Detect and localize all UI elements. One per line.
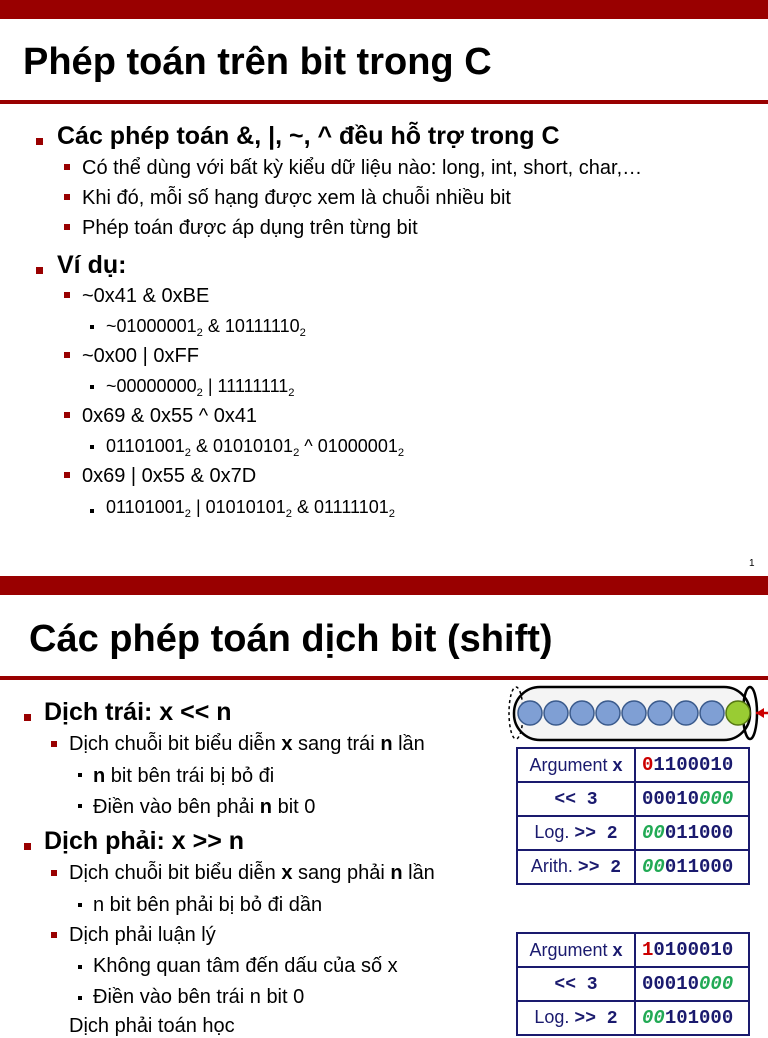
value-bits: 011000 <box>664 856 734 878</box>
example-4: 0x69 | 0x55 & 0x7D <box>82 465 257 487</box>
slide1-sub-per-bit: Phép toán được áp dụng trên từng bit <box>82 217 418 239</box>
value-tail-bits: 000 <box>699 788 734 810</box>
example-1-binary: $\sim 01000001_2$ & $10111110_2$ <box>106 316 306 339</box>
shift-tube-diagram-icon <box>506 684 768 744</box>
page-number: 1 <box>749 558 755 569</box>
left-shift-fill: Điền vào bên phải n bit 0 <box>93 796 316 818</box>
left-shift-desc: Dịch chuỗi bit biểu diễn x sang trái n lần <box>69 733 425 755</box>
slide1-title: Phép toán trên bit trong C <box>23 41 492 83</box>
slide2-title: Các phép toán dịch bit (shift) <box>29 618 553 660</box>
row-label-text: Argument <box>529 939 613 960</box>
value-lead-bits: 0 <box>642 754 654 776</box>
slide1-title-rule <box>0 100 768 104</box>
table-row <box>517 782 749 816</box>
value-tail-bits: 000 <box>699 973 734 995</box>
left-shift-heading: Dịch trái: x << n <box>44 698 232 726</box>
right-shift-desc: Dịch chuỗi bit biểu diễn x sang phải n lần <box>69 862 435 884</box>
example-2: ~0x00 | 0xFF <box>82 345 199 367</box>
row-label-op: >> 2 <box>574 824 618 844</box>
example-3-binary: $01101001_2$ & $01010101_2$ ^ $01000001_2$ <box>106 436 405 459</box>
row-label-op: x <box>612 939 623 960</box>
bullet-icon <box>64 412 70 418</box>
bullet-icon <box>64 164 70 170</box>
bit-ball <box>700 701 724 725</box>
table-row <box>517 816 749 850</box>
value-lead-bits: 00 <box>642 822 665 844</box>
bullet-icon <box>78 773 82 777</box>
bit-ball <box>622 701 646 725</box>
slide1-sub-any-type: Có thể dùng với bất kỳ kiểu dữ liệu nào: long, int, short, char,… <box>82 157 643 179</box>
value-bits: 00010 <box>642 973 700 995</box>
slide2-top-bar <box>0 576 768 595</box>
bullet-icon <box>24 843 31 850</box>
bullet-icon <box>90 385 94 389</box>
bullet-icon <box>51 741 57 747</box>
slide1-top-bar <box>0 0 768 19</box>
row-label <box>517 850 635 884</box>
left-shift-drop: n bit bên trái bị bỏ đi <box>93 765 275 787</box>
bullet-icon <box>64 472 70 478</box>
row-label <box>517 933 635 967</box>
bullet-icon <box>78 903 82 907</box>
logical-fill-note: Điền vào bên trái n bit 0 <box>93 986 305 1008</box>
shift-table-2 <box>516 932 750 1036</box>
example-3: 0x69 & 0x55 ^ 0x41 <box>82 405 258 427</box>
bit-ball <box>518 701 542 725</box>
bullet-icon <box>78 965 82 969</box>
bullet-icon <box>90 509 94 513</box>
bullet-icon <box>64 194 70 200</box>
row-label-text: << 3 <box>554 790 598 810</box>
bullet-icon <box>51 932 57 938</box>
bit-ball <box>674 701 698 725</box>
bullet-icon <box>90 445 94 449</box>
row-label-text: Arith. <box>530 856 578 876</box>
row-value <box>635 748 749 782</box>
row-value <box>635 782 749 816</box>
bullet-icon <box>78 996 82 1000</box>
value-lead-bits: 1 <box>642 939 654 961</box>
row-value <box>635 933 749 967</box>
example-1: ~0x41 & 0xBE <box>82 285 210 307</box>
row-label-text: Argument <box>529 754 613 775</box>
bit-ball <box>570 701 594 725</box>
bit-ball <box>648 701 672 725</box>
value-bits: 011000 <box>664 822 734 844</box>
logical-sign-note: Không quan tâm đến dấu của số x <box>93 955 398 977</box>
row-label <box>517 782 635 816</box>
example-2-binary: $\sim 00000000_2$ | $11111111_2$ <box>106 376 295 399</box>
row-label <box>517 967 635 1001</box>
bullet-icon <box>78 804 82 808</box>
table-row <box>517 967 749 1001</box>
row-label-op: x <box>612 754 623 775</box>
slide1-sub-bitstring: Khi đó, mỗi số hạng được xem là chuỗi nhiều bit <box>82 187 511 209</box>
row-label <box>517 816 635 850</box>
table-row <box>517 933 749 967</box>
right-shift-heading: Dịch phải: x >> n <box>44 827 245 855</box>
value-bits: 1100010 <box>653 754 734 776</box>
bullet-icon <box>64 224 70 230</box>
bullet-icon <box>64 292 70 298</box>
bullet-icon <box>36 267 43 274</box>
row-label-op: >> 2 <box>577 858 622 878</box>
table-row <box>517 850 749 884</box>
row-value <box>635 1001 749 1035</box>
row-label-text: Log. <box>534 1007 575 1027</box>
arith-shift-label: Dịch phải toán học <box>69 1015 235 1037</box>
row-label-text: Log. <box>534 822 575 842</box>
shift-table-1 <box>516 747 750 885</box>
value-lead-bits: 00 <box>642 1007 665 1029</box>
bullet-icon <box>36 138 43 145</box>
bit-ball <box>544 701 568 725</box>
row-label <box>517 1001 635 1035</box>
bit-ball <box>596 701 620 725</box>
bullet-icon <box>24 714 31 721</box>
value-lead-bits: 00 <box>642 856 665 878</box>
slide1-bullet-ops: Các phép toán &, |, ~, ^ đều hỗ trợ trong C <box>57 122 560 150</box>
row-label <box>517 748 635 782</box>
row-value <box>635 816 749 850</box>
row-label-op: >> 2 <box>574 1009 618 1029</box>
logical-shift-label: Dịch phải luận lý <box>69 924 216 946</box>
right-shift-drop: n bit bên phải bị bỏ đi dần <box>93 894 323 916</box>
value-bits: 00010 <box>642 788 700 810</box>
row-value <box>635 967 749 1001</box>
bullet-icon <box>51 870 57 876</box>
value-bits: 101000 <box>664 1007 734 1029</box>
slide1-bullet-examples: Ví dụ: <box>57 251 127 279</box>
bullet-icon <box>90 325 94 329</box>
table-row <box>517 1001 749 1035</box>
incoming-bit-ball <box>726 701 750 725</box>
row-label-text: << 3 <box>554 975 598 995</box>
row-value <box>635 850 749 884</box>
slide2-title-rule <box>0 676 768 680</box>
example-4-binary: $01101001_2$ | $01010101_2$ & $01111101_2$ <box>106 497 395 520</box>
bullet-icon <box>64 352 70 358</box>
value-bits: 0100010 <box>653 939 734 961</box>
table-row <box>517 748 749 782</box>
